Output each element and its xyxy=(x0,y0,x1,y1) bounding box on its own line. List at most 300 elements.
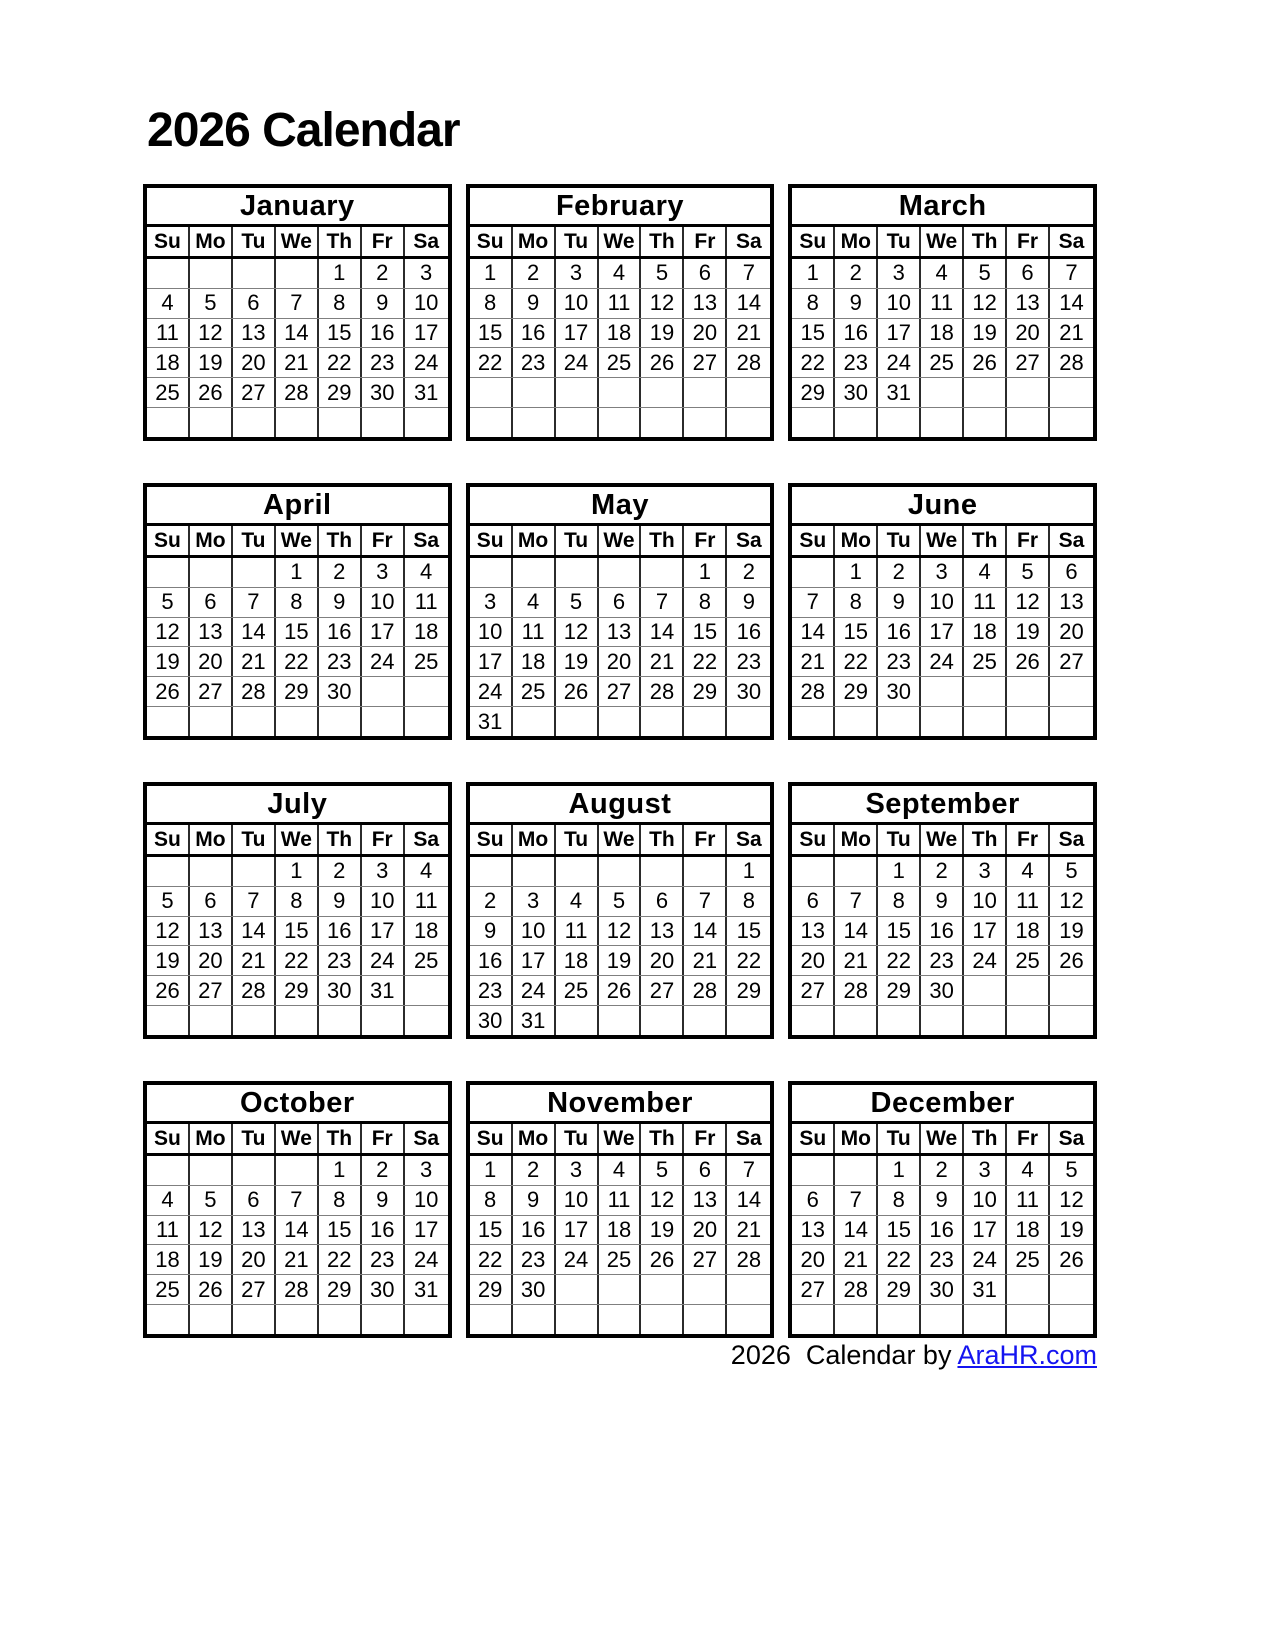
date-cell xyxy=(233,1305,276,1334)
week-row xyxy=(792,946,1093,976)
date-cell xyxy=(147,1156,190,1185)
week-row xyxy=(792,647,1093,677)
date-cell: 25 xyxy=(1007,1245,1050,1274)
date-cell xyxy=(835,1006,878,1035)
week-row xyxy=(792,408,1093,437)
date-cell: 23 xyxy=(362,348,405,377)
week-row xyxy=(147,677,448,707)
date-cell xyxy=(513,707,556,736)
date-cell: 16 xyxy=(513,1216,556,1245)
week-row xyxy=(792,618,1093,648)
date-cell: 9 xyxy=(878,588,921,617)
date-cell: 10 xyxy=(413,290,439,316)
date-cell: 12 xyxy=(964,289,1007,318)
date-cell: 15 xyxy=(835,618,878,647)
week-row xyxy=(470,618,771,648)
date-cell xyxy=(727,1006,770,1035)
day-header-cell: Su xyxy=(147,825,190,854)
date-cell xyxy=(513,408,556,437)
date-cell xyxy=(276,259,319,288)
day-header-cell: Su xyxy=(470,227,513,256)
date-cell: 25 xyxy=(413,947,439,973)
week-row xyxy=(470,1275,771,1305)
date-cell: 25 xyxy=(964,647,1007,676)
date-cell xyxy=(233,1006,276,1035)
day-header-cell: Mo xyxy=(835,825,878,854)
date-cell: 1 xyxy=(470,259,513,288)
week-row xyxy=(470,946,771,976)
date-cell xyxy=(599,1006,642,1035)
day-header-cell: Su xyxy=(147,1124,190,1153)
date-cell xyxy=(792,1006,835,1035)
week-row xyxy=(792,289,1093,319)
date-cell: 23 xyxy=(878,647,921,676)
date-cell xyxy=(556,378,599,407)
date-cell xyxy=(190,408,233,437)
date-cell: 12 xyxy=(641,1186,684,1215)
date-cell: 8 xyxy=(684,588,727,617)
date-cell: 3 xyxy=(964,1156,1007,1185)
date-cell xyxy=(233,408,276,437)
day-header-cell: Mo xyxy=(513,227,556,256)
date-cell: 27 xyxy=(684,1245,727,1274)
date-cell xyxy=(1007,408,1050,437)
date-cell: 25 xyxy=(513,677,556,706)
day-header-cell: Fr xyxy=(362,1124,405,1153)
date-cell: 26 xyxy=(190,1275,233,1304)
date-cell xyxy=(190,707,233,736)
date-cell: 17 xyxy=(470,647,513,676)
month-table-october xyxy=(143,1081,452,1338)
date-cell: 19 xyxy=(556,647,599,676)
date-cell: 27 xyxy=(233,378,276,407)
date-cell: 9 xyxy=(470,917,513,946)
day-header-row xyxy=(470,1124,771,1156)
date-cell xyxy=(684,1305,727,1334)
date-cell: 15 xyxy=(276,618,319,647)
date-cell: 16 xyxy=(362,1216,405,1245)
date-cell: 12 xyxy=(1059,1187,1084,1213)
date-cell: 8 xyxy=(742,888,755,914)
week-row xyxy=(792,887,1093,917)
date-cell: 6 xyxy=(599,588,642,617)
date-cell: 20 xyxy=(684,319,727,348)
date-cell xyxy=(233,1156,276,1185)
date-cell: 29 xyxy=(792,378,835,407)
date-cell: 21 xyxy=(233,647,276,676)
date-cell xyxy=(964,677,1007,706)
date-cell: 8 xyxy=(792,289,835,318)
date-cell xyxy=(556,1305,599,1334)
date-cell: 30 xyxy=(470,1006,513,1035)
date-cell: 5 xyxy=(1065,1157,1078,1183)
week-row xyxy=(147,618,448,648)
date-cell: 24 xyxy=(413,1246,439,1272)
date-cell: 17 xyxy=(413,1217,439,1243)
date-cell xyxy=(470,857,513,886)
date-cell: 17 xyxy=(878,319,921,348)
day-header-cell: We xyxy=(599,227,642,256)
footer xyxy=(731,1340,1097,1371)
date-cell: 26 xyxy=(641,348,684,377)
date-cell xyxy=(513,857,556,886)
day-header-cell: Su xyxy=(470,825,513,854)
date-cell: 11 xyxy=(147,1216,190,1245)
date-cell: 6 xyxy=(1007,259,1050,288)
week-row xyxy=(470,707,771,736)
date-cell: 28 xyxy=(641,677,684,706)
day-header-row xyxy=(792,1124,1093,1156)
week-row xyxy=(792,707,1093,736)
day-header-cell: Tu xyxy=(556,227,599,256)
date-cell: 15 xyxy=(792,319,835,348)
week-row xyxy=(792,1275,1093,1305)
date-cell: 26 xyxy=(1059,1246,1084,1272)
date-cell: 13 xyxy=(792,917,835,946)
day-header-cell: Th xyxy=(319,825,362,854)
date-cell: 30 xyxy=(319,677,362,706)
date-cell xyxy=(1050,976,1093,1005)
date-cell: 15 xyxy=(878,917,921,946)
day-header-cell: Tu xyxy=(233,825,276,854)
week-row xyxy=(147,408,448,437)
date-cell: 27 xyxy=(1007,348,1050,377)
date-cell: 10 xyxy=(470,618,513,647)
date-cell xyxy=(641,378,684,407)
date-cell: 4 xyxy=(1007,1156,1050,1185)
week-row xyxy=(792,1006,1093,1035)
date-cell: 8 xyxy=(878,1186,921,1215)
day-header-cell: Sa xyxy=(1058,1127,1085,1150)
day-header-cell: Fr xyxy=(362,526,405,555)
date-cell: 18 xyxy=(599,1216,642,1245)
date-cell xyxy=(792,707,835,736)
date-cell: 22 xyxy=(792,348,835,377)
week-row xyxy=(147,558,448,588)
day-header-row xyxy=(147,1124,448,1156)
date-cell xyxy=(878,1305,921,1334)
date-cell xyxy=(921,1006,964,1035)
date-cell: 21 xyxy=(276,348,319,377)
date-cell: 13 xyxy=(233,1216,276,1245)
date-cell: 25 xyxy=(599,348,642,377)
date-cell: 23 xyxy=(835,348,878,377)
date-cell: 1 xyxy=(470,1156,513,1185)
day-header-cell: We xyxy=(599,825,642,854)
date-cell xyxy=(792,408,835,437)
date-cell: 13 xyxy=(190,917,233,946)
day-header-cell: We xyxy=(921,526,964,555)
date-cell: 22 xyxy=(878,946,921,975)
date-cell xyxy=(921,1305,964,1334)
date-cell: 8 xyxy=(319,289,362,318)
date-cell: 30 xyxy=(736,678,762,704)
date-cell: 19 xyxy=(641,319,684,348)
week-row xyxy=(147,289,448,319)
day-header-cell: Tu xyxy=(556,825,599,854)
date-cell xyxy=(405,976,448,1005)
date-cell xyxy=(233,558,276,587)
date-cell: 13 xyxy=(641,917,684,946)
day-header-cell: We xyxy=(921,227,964,256)
week-row xyxy=(792,1186,1093,1216)
date-cell: 18 xyxy=(513,647,556,676)
date-cell: 23 xyxy=(921,946,964,975)
date-cell: 31 xyxy=(470,707,513,736)
date-cell xyxy=(641,558,684,587)
date-cell xyxy=(835,1156,878,1185)
week-row xyxy=(470,558,771,588)
date-cell: 25 xyxy=(147,378,190,407)
date-cell: 30 xyxy=(835,378,878,407)
month-table-may xyxy=(466,483,775,740)
day-header-cell: We xyxy=(276,825,319,854)
date-cell xyxy=(599,707,642,736)
date-cell xyxy=(684,408,727,437)
date-cell xyxy=(835,707,878,736)
day-header-cell: We xyxy=(599,1124,642,1153)
date-cell: 10 xyxy=(362,887,405,916)
date-cell: 11 xyxy=(513,618,556,647)
date-cell: 6 xyxy=(190,588,233,617)
date-cell: 28 xyxy=(276,1275,319,1304)
date-cell: 19 xyxy=(641,1216,684,1245)
date-cell: 21 xyxy=(684,946,727,975)
month-title: June xyxy=(792,487,1093,526)
date-cell: 3 xyxy=(878,259,921,288)
day-header-cell: Tu xyxy=(878,825,921,854)
week-row xyxy=(147,887,448,917)
date-cell xyxy=(362,1305,405,1334)
day-header-cell: Tu xyxy=(556,526,599,555)
day-header-row xyxy=(147,526,448,558)
date-cell: 12 xyxy=(147,618,190,647)
date-cell: 5 xyxy=(1065,858,1078,884)
date-cell: 7 xyxy=(641,588,684,617)
footer-link[interactable]: AraHR.com xyxy=(957,1340,1097,1370)
date-cell: 5 xyxy=(556,588,599,617)
week-row xyxy=(147,348,448,378)
date-cell: 28 xyxy=(684,976,727,1005)
date-cell: 18 xyxy=(964,618,1007,647)
date-cell: 16 xyxy=(470,946,513,975)
week-row xyxy=(470,647,771,677)
day-header-cell: Sa xyxy=(413,230,440,253)
day-header-cell: Mo xyxy=(513,1124,556,1153)
date-cell: 29 xyxy=(319,1275,362,1304)
month-title: March xyxy=(792,188,1093,227)
date-cell: 1 xyxy=(742,858,755,884)
week-row xyxy=(470,917,771,947)
date-cell: 7 xyxy=(835,887,878,916)
week-row xyxy=(470,1245,771,1275)
day-header-cell: We xyxy=(921,825,964,854)
date-cell: 24 xyxy=(362,946,405,975)
date-cell: 13 xyxy=(792,1216,835,1245)
day-header-row xyxy=(147,227,448,259)
date-cell xyxy=(684,857,727,886)
day-header-row xyxy=(792,825,1093,857)
date-cell: 1 xyxy=(276,558,319,587)
date-cell: 6 xyxy=(233,1186,276,1215)
date-cell: 26 xyxy=(147,976,190,1005)
date-cell: 3 xyxy=(362,857,405,886)
date-cell: 4 xyxy=(147,1186,190,1215)
date-cell: 24 xyxy=(413,349,439,375)
date-cell: 10 xyxy=(964,1186,1007,1215)
date-cell: 11 xyxy=(599,289,642,318)
date-cell: 6 xyxy=(792,887,835,916)
date-cell: 29 xyxy=(276,677,319,706)
date-cell: 27 xyxy=(1059,648,1084,674)
date-cell: 10 xyxy=(513,917,556,946)
date-cell: 4 xyxy=(1007,857,1050,886)
date-cell xyxy=(276,408,319,437)
date-cell xyxy=(964,1006,1007,1035)
date-cell: 5 xyxy=(190,289,233,318)
day-header-cell: Mo xyxy=(835,227,878,256)
date-cell: 29 xyxy=(684,677,727,706)
date-cell: 30 xyxy=(921,976,964,1005)
date-cell: 30 xyxy=(513,1275,556,1304)
date-cell: 1 xyxy=(792,259,835,288)
date-cell: 2 xyxy=(319,558,362,587)
month-table-november xyxy=(466,1081,775,1338)
date-cell xyxy=(513,1305,556,1334)
week-row xyxy=(470,1006,771,1035)
day-header-cell: Sa xyxy=(413,1127,440,1150)
month-title: August xyxy=(470,786,771,825)
date-cell: 17 xyxy=(413,320,439,346)
date-cell xyxy=(319,707,362,736)
date-cell xyxy=(792,1156,835,1185)
date-cell: 14 xyxy=(835,917,878,946)
date-cell: 2 xyxy=(513,1156,556,1185)
date-cell: 23 xyxy=(921,1245,964,1274)
week-row xyxy=(147,1305,448,1334)
date-cell: 7 xyxy=(276,289,319,318)
date-cell: 22 xyxy=(470,1245,513,1274)
date-cell: 14 xyxy=(1059,290,1084,316)
date-cell: 12 xyxy=(190,319,233,348)
day-header-row xyxy=(792,526,1093,558)
date-cell xyxy=(319,408,362,437)
date-cell: 2 xyxy=(835,259,878,288)
date-cell xyxy=(641,1275,684,1304)
date-cell: 7 xyxy=(835,1186,878,1215)
month-title: December xyxy=(792,1085,1093,1124)
date-cell: 26 xyxy=(641,1245,684,1274)
date-cell xyxy=(1050,1305,1093,1334)
day-header-cell: Tu xyxy=(233,526,276,555)
date-cell: 19 xyxy=(964,319,1007,348)
date-cell: 10 xyxy=(964,887,1007,916)
date-cell: 29 xyxy=(878,976,921,1005)
date-cell: 3 xyxy=(470,588,513,617)
date-cell: 19 xyxy=(190,348,233,377)
date-cell: 23 xyxy=(470,976,513,1005)
date-cell: 20 xyxy=(190,946,233,975)
date-cell: 24 xyxy=(513,976,556,1005)
date-cell xyxy=(964,1305,1007,1334)
date-cell: 3 xyxy=(513,887,556,916)
date-cell xyxy=(835,408,878,437)
date-cell: 2 xyxy=(921,857,964,886)
date-cell: 1 xyxy=(319,259,362,288)
day-header-cell: Sa xyxy=(1058,828,1085,851)
date-cell xyxy=(470,558,513,587)
date-cell xyxy=(599,408,642,437)
date-cell: 5 xyxy=(641,259,684,288)
date-cell: 8 xyxy=(835,588,878,617)
date-cell: 2 xyxy=(878,558,921,587)
day-header-cell: Th xyxy=(641,227,684,256)
day-header-cell: Su xyxy=(792,825,835,854)
date-cell: 1 xyxy=(276,857,319,886)
date-cell: 7 xyxy=(233,588,276,617)
day-header-row xyxy=(792,227,1093,259)
date-cell xyxy=(1007,677,1050,706)
date-cell: 10 xyxy=(556,1186,599,1215)
date-cell xyxy=(921,677,964,706)
day-header-cell: Sa xyxy=(413,529,440,552)
date-cell xyxy=(1050,1275,1093,1304)
week-row xyxy=(792,976,1093,1006)
date-cell: 3 xyxy=(362,558,405,587)
day-header-cell: Tu xyxy=(878,227,921,256)
date-cell: 3 xyxy=(556,1156,599,1185)
day-header-cell: Th xyxy=(641,825,684,854)
date-cell xyxy=(641,1305,684,1334)
date-cell xyxy=(233,259,276,288)
day-header-cell: Mo xyxy=(835,526,878,555)
date-cell xyxy=(964,408,1007,437)
footer-text: 2026 Calendar by xyxy=(730,1340,958,1370)
date-cell: 25 xyxy=(599,1245,642,1274)
date-cell xyxy=(921,707,964,736)
day-header-cell: Tu xyxy=(878,1124,921,1153)
date-cell: 18 xyxy=(599,319,642,348)
date-cell: 14 xyxy=(233,618,276,647)
date-cell: 11 xyxy=(599,1186,642,1215)
date-cell: 4 xyxy=(420,559,433,585)
date-cell xyxy=(362,1006,405,1035)
date-cell: 23 xyxy=(362,1245,405,1274)
date-cell xyxy=(792,1305,835,1334)
date-cell: 20 xyxy=(233,348,276,377)
date-cell: 20 xyxy=(233,1245,276,1274)
date-cell xyxy=(792,857,835,886)
date-cell: 17 xyxy=(362,618,405,647)
date-cell: 27 xyxy=(190,976,233,1005)
date-cell: 22 xyxy=(319,1245,362,1274)
date-cell: 28 xyxy=(736,1246,762,1272)
week-row xyxy=(147,647,448,677)
day-header-cell: Fr xyxy=(362,227,405,256)
date-cell xyxy=(684,378,727,407)
date-cell: 11 xyxy=(414,888,438,914)
date-cell: 9 xyxy=(362,289,405,318)
week-row xyxy=(147,976,448,1006)
date-cell: 14 xyxy=(736,1187,762,1213)
date-cell: 5 xyxy=(641,1156,684,1185)
date-cell: 16 xyxy=(878,618,921,647)
date-cell: 15 xyxy=(276,917,319,946)
date-cell: 18 xyxy=(1007,1216,1050,1245)
date-cell: 11 xyxy=(921,289,964,318)
date-cell: 1 xyxy=(878,857,921,886)
date-cell xyxy=(599,1305,642,1334)
